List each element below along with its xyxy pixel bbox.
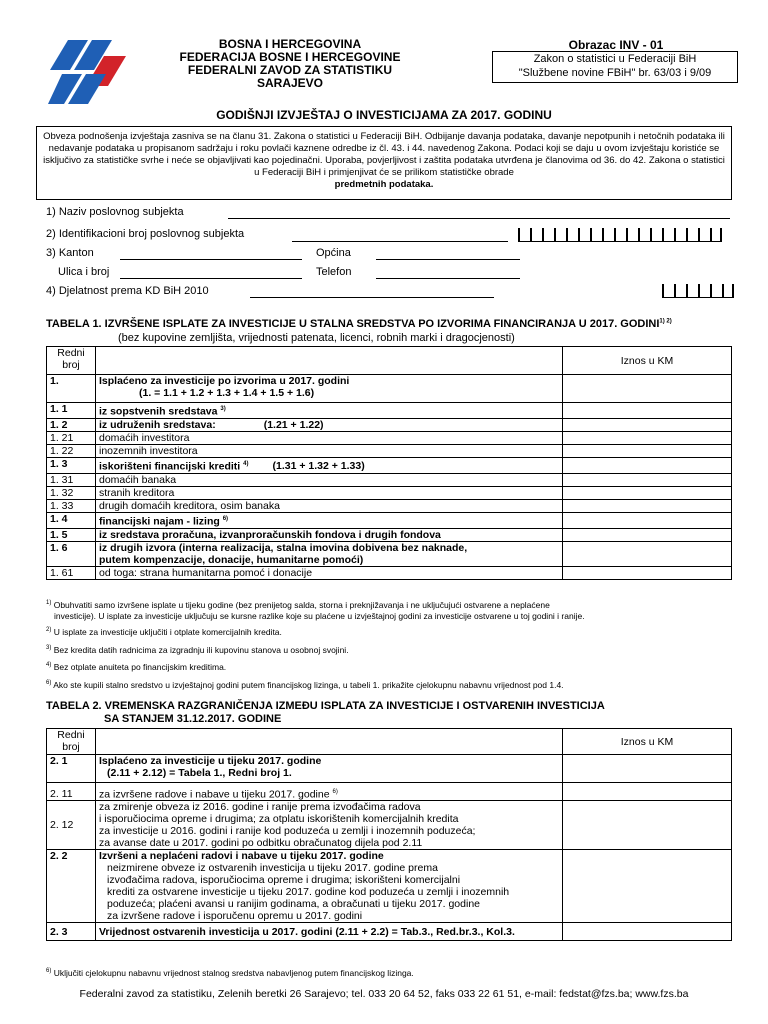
law-reference-box xyxy=(492,51,738,83)
institution-header xyxy=(140,38,440,90)
row-desc: od toga: strana humanitarna pomoć i donacije xyxy=(96,566,563,579)
table-row xyxy=(47,801,732,850)
row-desc: inozemnih investitora xyxy=(96,444,563,457)
form-code: Obrazac INV - 01 xyxy=(568,38,664,52)
row-no: 1. 1 xyxy=(47,403,96,419)
id-number-boxes[interactable] xyxy=(518,228,722,242)
table-row xyxy=(47,457,732,473)
row-desc: iz drugih izvora (interna realizacija, stalna imovina dobivena bez naknade, putem kompenzacije, donacije, humanitarne pomoći) xyxy=(96,541,563,566)
row-no: 2. 2 xyxy=(47,850,96,923)
row-no: 2. 3 xyxy=(47,923,96,941)
table-row xyxy=(47,444,732,457)
row-no: 1. 32 xyxy=(47,486,96,499)
header-line: BOSNA I HERCEGOVINA xyxy=(218,37,362,51)
table1-footnotes: $^{1)}$ Obuhvatiti samo izvršene isplate u tijeku godine (bez prenijetog salda, storna i preknjižavanja i ne uključujući ostvarene a neplaćene investicije). U isplate za investicije uključuju se kursne razlike koje su plaćene u izvještajnoj godini za investicije ostvarene u toj godini i ranije. $^{2)}$ U isplate za investicije uključiti i otplate komercijalnih kredita. $^{3)}$ Bez kredita datih radnicima za izgradnju ili kupovinu stanova u osobnoj svojini. $^{4)}$ Bez otplate anuiteta po financijskim kreditima. $^{6)}$ Ako ste kupili stalno sredstvo u izvještajnoj godini putem financijskog lizinga, u tabeli 1. prikažite cjelokupnu nabavnu vrijednost pod 1.4. xyxy=(46,599,585,691)
municipality-input-line[interactable] xyxy=(376,259,520,260)
row-desc: domaćih banaka xyxy=(96,473,563,486)
col-header-desc xyxy=(96,729,563,755)
row-desc: iz sopstvenih sredstava $^{3)}$ xyxy=(96,403,563,419)
table1-title: TABELA 1. IZVRŠENE ISPLATE ZA INVESTICIJE U STALNA SREDSTVA PO IZVORIMA FINANCIRANJA U 2017. $GODINI^{1) 2)}$ xyxy=(46,318,672,330)
activity-input-line[interactable] xyxy=(250,297,494,298)
amount-cell[interactable] xyxy=(563,541,732,566)
field-label-street: Ulica i broj xyxy=(58,266,110,278)
row-desc: iz sredstava proračuna, izvanproračunskih fondova i drugih fondova xyxy=(96,528,563,541)
row-desc: financijski najam - lizing $^{6)}$ xyxy=(96,512,563,528)
row-no: 1. 33 xyxy=(47,499,96,512)
row-desc: za izvršene radove i nabave u tijeku 2017. godine $^{6)}$ xyxy=(96,783,563,801)
table-header-row xyxy=(47,729,732,755)
amount-cell[interactable] xyxy=(563,403,732,419)
amount-cell[interactable] xyxy=(563,486,732,499)
amount-cell[interactable] xyxy=(563,457,732,473)
amount-cell[interactable] xyxy=(563,801,732,850)
row-no: 2. 11 xyxy=(47,783,96,801)
legal-notice xyxy=(36,126,732,200)
table2-title: TABELA 2. VREMENSKA RAZGRANIČENJA IZMEĐU ISPLATA ZA INVESTICIJE I OSTVARENIH INVESTICIJA xyxy=(46,700,605,712)
amount-cell[interactable] xyxy=(563,418,732,431)
field-label-activity: 4) Djelatnost prema KD BiH 2010 xyxy=(46,285,209,297)
amount-cell[interactable] xyxy=(563,755,732,783)
amount-cell[interactable] xyxy=(563,783,732,801)
row-no: 1. 21 xyxy=(47,431,96,444)
table-row xyxy=(47,375,732,403)
row-desc: iskorišteni financijski krediti $^{4)}$ (1.31 + 1.32 + 1.33) xyxy=(96,457,563,473)
field-label-canton: 3) Kanton xyxy=(46,247,94,259)
table-row xyxy=(47,486,732,499)
row-desc: Isplaćeno za investicije u tijeku 2017. godine (2.11 + 2.12) = Tabela 1., Redni broj 1. xyxy=(96,755,563,783)
row-desc: domaćih investitora xyxy=(96,431,563,444)
amount-cell[interactable] xyxy=(563,431,732,444)
field-label-municipality: Općina xyxy=(316,247,351,259)
amount-cell[interactable] xyxy=(563,566,732,579)
row-desc: drugih domaćih kreditora, osim banaka xyxy=(96,499,563,512)
header-line: SARAJEVO xyxy=(256,76,324,90)
row-no: 1. 3 xyxy=(47,457,96,473)
row-no: 1. 61 xyxy=(47,566,96,579)
table-row xyxy=(47,541,732,566)
table-row xyxy=(47,418,732,431)
amount-cell[interactable] xyxy=(563,923,732,941)
table-row xyxy=(47,755,732,783)
table-row xyxy=(47,923,732,941)
table-row xyxy=(47,499,732,512)
header-line: FEDERALNI ZAVOD ZA STATISTIKU xyxy=(187,63,393,77)
page-footer: Federalni zavod za statistiku, Zelenih beretki 26 Sarajevo; tel. 033 20 64 52, faks 033 22 61 51, e-mail: fedstat@fzs.ba; www.fzs.ba xyxy=(79,988,689,1000)
header-line: FEDERACIJA BOSNE I HERCEGOVINE xyxy=(179,50,401,64)
row-no: 1. 22 xyxy=(47,444,96,457)
amount-cell[interactable] xyxy=(563,499,732,512)
id-input-line[interactable] xyxy=(292,241,508,242)
row-desc: stranih kreditora xyxy=(96,486,563,499)
field-label-phone: Telefon xyxy=(316,266,352,278)
canton-input-line[interactable] xyxy=(120,259,302,260)
col-header-amount: Iznos u KM xyxy=(563,347,732,375)
row-desc: Isplaćeno za investicije po izvorima u 2017. godini (1. = 1.1 + 1.2 + 1.3 + 1.4 + 1.5 + 1.6) xyxy=(96,375,563,403)
row-no: 1. 5 xyxy=(47,528,96,541)
table-row xyxy=(47,783,732,801)
row-no: 1. 4 xyxy=(47,512,96,528)
street-input-line[interactable] xyxy=(120,278,302,279)
row-no: 1. 6 xyxy=(47,541,96,566)
row-desc: Izvršeni a neplaćeni radovi i nabave u tijeku 2017. godine neizmirene obveze iz ostvarenih investicija u tijeku 2017. godine prema izvođačima radova, isporučiocima opreme i drugima; iskorišteni komercijalni krediti za ostvarene investicije u tijeku 2017. godine kod poduzeća u zemlji i inozemnih poduzeća; plaćeni avansi u ranijim godinama, a obračunati u tijeku 2017. godine za izvršene radove i isporučenu opremu u 2017. godini xyxy=(96,850,563,923)
amount-cell[interactable] xyxy=(563,528,732,541)
table-row xyxy=(47,403,732,419)
table-row xyxy=(47,512,732,528)
amount-cell[interactable] xyxy=(563,375,732,403)
table-row xyxy=(47,850,732,923)
row-desc: za zmirenje obveza iz 2016. godine i ranije prema izvođačima radova i isporučiocima opreme i drugima; za otplatu iskorištenih komercijalnih kredita za investicije u 2016. godini i ranije kod poduzeća u zemlji i inozemnih poduzeća; za avanse date u 2017. godini po odbitku obračunatog dijela pod 2.11 xyxy=(96,801,563,850)
table2-footnote: $^{6)}$ Uključiti cjelokupnu nabavnu vrijednost stalnog sredstva nabavljenog putem financijskog lizinga. xyxy=(46,967,414,978)
table1 xyxy=(46,346,732,580)
table2 xyxy=(46,728,732,941)
row-no: 2. 1 xyxy=(47,755,96,783)
table-row xyxy=(47,528,732,541)
table2-title-line2: SA STANJEM 31.12.2017. GODINE xyxy=(104,713,282,725)
row-no: 1. xyxy=(47,375,96,403)
activity-code-boxes[interactable] xyxy=(662,284,734,298)
law-line: "Službene novine FBiH" br. 63/03 i 9/09 xyxy=(518,67,712,79)
row-no: 1. 31 xyxy=(47,473,96,486)
col-header-no: Redni broj xyxy=(47,729,96,755)
amount-cell[interactable] xyxy=(563,444,732,457)
table-row xyxy=(47,473,732,486)
col-header-no: Redni broj xyxy=(47,347,96,375)
report-title: GODIŠNJI IZVJEŠTAJ O INVESTICIJAMA ZA 2017. GODINU xyxy=(216,108,552,122)
row-desc: Vrijednost ostvarenih investicija u 2017. godini (2.11 + 2.2) = Tab.3., Red.br.3., Kol.3. xyxy=(96,923,563,941)
table-row xyxy=(47,566,732,579)
field-label-name: 1) Naziv poslovnog subjekta xyxy=(46,206,184,218)
table-row xyxy=(47,431,732,444)
name-input-line[interactable] xyxy=(228,218,730,219)
field-label-id: 2) Identifikacioni broj poslovnog subjekta xyxy=(46,228,245,240)
amount-cell[interactable] xyxy=(563,850,732,923)
col-header-amount: Iznos u KM xyxy=(563,729,732,755)
notice-text: Obveza podnošenja izvještaja zasniva se na članu 31. Zakona o statistici u Federaciji BiH. Odbijanje davanja podataka, davanje nepotpunih i netočnih podataka ili nedavanje podataka u propisanom sadržaju i roku povlači kaznene odredbe iz čl. 43. i 44. navedenog Zakona. Podaci koji se daju u ovom izvještaju koristiće se isključivo za statističke svrhe i neće se objavljivati kao pojedinačni. Uporaba, povjerljivost i zaštita podataka utvrđena je članovima od 36. do 42. Zakona o statistici u Federaciji BiH i primjenjivat će se prilikom statističke obrade xyxy=(43,131,725,178)
law-line: Zakon o statistici u Federaciji BiH xyxy=(533,53,697,65)
amount-cell[interactable] xyxy=(563,473,732,486)
fzs-logo-icon xyxy=(48,40,128,104)
table-header-row xyxy=(47,347,732,375)
col-header-desc xyxy=(96,347,563,375)
phone-input-line[interactable] xyxy=(376,278,520,279)
row-no: 2. 12 xyxy=(47,801,96,850)
row-no: 1. 2 xyxy=(47,418,96,431)
amount-cell[interactable] xyxy=(563,512,732,528)
notice-bold: predmetnih podataka. xyxy=(334,179,434,190)
row-desc: iz udruženih sredstava: (1.21 + 1.22) xyxy=(96,418,563,431)
table1-subtitle: (bez kupovine zemljišta, vrijednosti patenata, licenci, robnih marki i dragocjenosti) xyxy=(118,332,515,344)
